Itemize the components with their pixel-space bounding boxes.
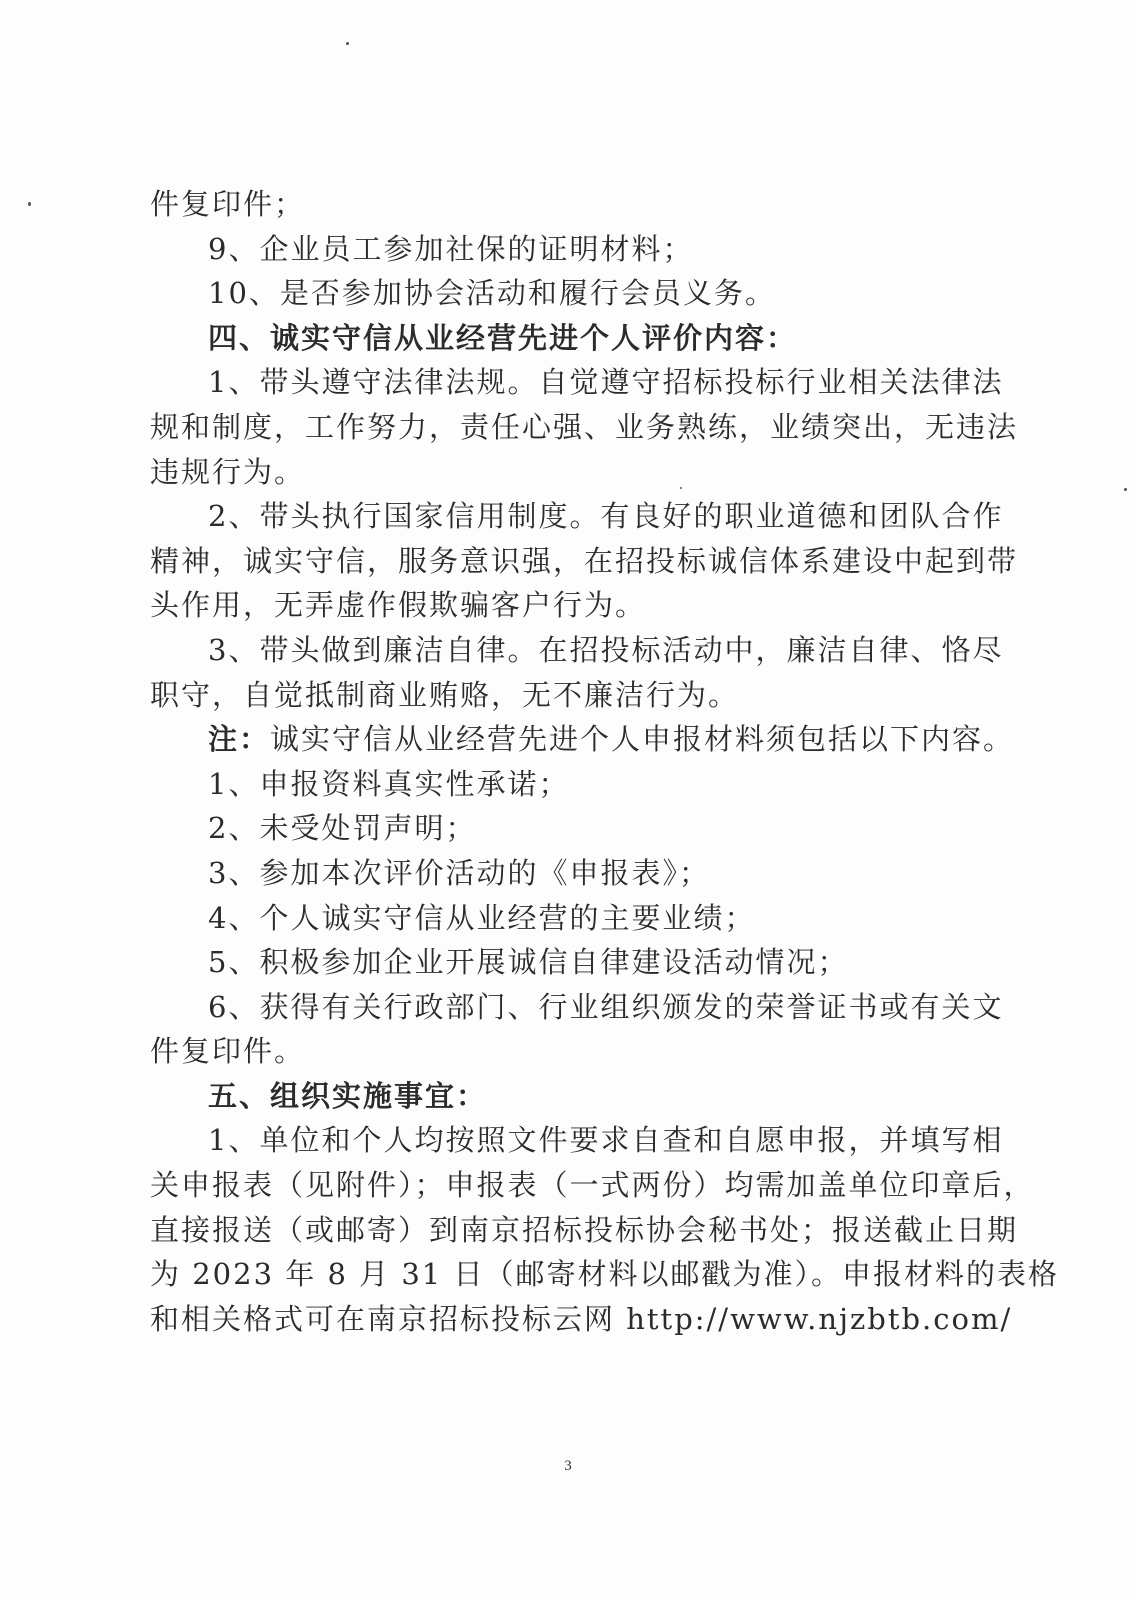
text-line: 直接报送（或邮寄）到南京招标投标协会秘书处；报送截止日期 (150, 1212, 1019, 1247)
text-line: 件复印件。 (150, 1034, 306, 1069)
text-line: 1、申报资料真实性承诺； (208, 766, 570, 801)
scan-speck (28, 202, 31, 206)
text-line (150, 717, 1015, 762)
text-line: 违规行为。 (150, 454, 306, 489)
section-heading: 四、诚实守信从业经营先进个人评价内容： (208, 320, 798, 355)
scan-speck (346, 42, 349, 45)
text-line: 9、企业员工参加社保的证明材料； (208, 231, 694, 266)
text-line: 头作用，无弄虚作假欺骗客户行为。 (150, 588, 647, 623)
text-line: 关申报表（见附件）；申报表（一式两份）均需加盖单位印章后， (150, 1168, 1035, 1203)
text-line: 6、获得有关行政部门、行业组织颁发的荣誉证书或有关文 (208, 989, 1004, 1024)
text-line: 职守，自觉抵制商业贿赂，无不廉洁行为。 (150, 677, 740, 712)
text-line: 10、是否参加协会活动和履行会员义务。 (208, 276, 776, 311)
text-line: 精神，诚实守信，服务意识强，在招投标诚信体系建设中起到带 (150, 543, 1019, 578)
text-line: 3、参加本次评价活动的《申报表》； (208, 855, 710, 890)
section-heading: 五、组织实施事宜： (208, 1078, 488, 1113)
text-line: 5、积极参加企业开展诚信自律建设活动情况； (208, 945, 849, 980)
text-line: 2、未受处罚声明； (208, 811, 477, 846)
page-number: 3 (564, 1458, 572, 1474)
scan-speck (1124, 488, 1127, 491)
text-line: 1、带头遵守法律法规。自觉遵守招标投标行业相关法律法 (208, 365, 1004, 400)
text-line: 规和制度，工作努力，责任心强、业务熟练，业绩突出，无违法 (150, 409, 1019, 444)
text-line: 3、带头做到廉洁自律。在招投标活动中，廉洁自律、恪尽 (208, 632, 1004, 667)
text-line: 4、个人诚实守信从业经营的主要业绩； (208, 900, 756, 935)
text-line: 件复印件； (150, 187, 306, 221)
text-line: 和相关格式可在南京招标投标云网 http://www.njzbtb.com/ (150, 1301, 1013, 1336)
document-body (150, 182, 1059, 1341)
note-text: 诚实守信从业经营先进个人申报材料须包括以下内容。 (270, 722, 1015, 757)
text-line: 1、单位和个人均按照文件要求自查和自愿申报，并填写相 (208, 1123, 1004, 1158)
note-label: 注： (208, 722, 271, 757)
text-line: 2、带头执行国家信用制度。有良好的职业道德和团队合作 (208, 499, 1004, 534)
text-line: 为 2023 年 8 月 31 日（邮寄材料以邮戳为准）。申报材料的表格 (150, 1257, 1059, 1292)
